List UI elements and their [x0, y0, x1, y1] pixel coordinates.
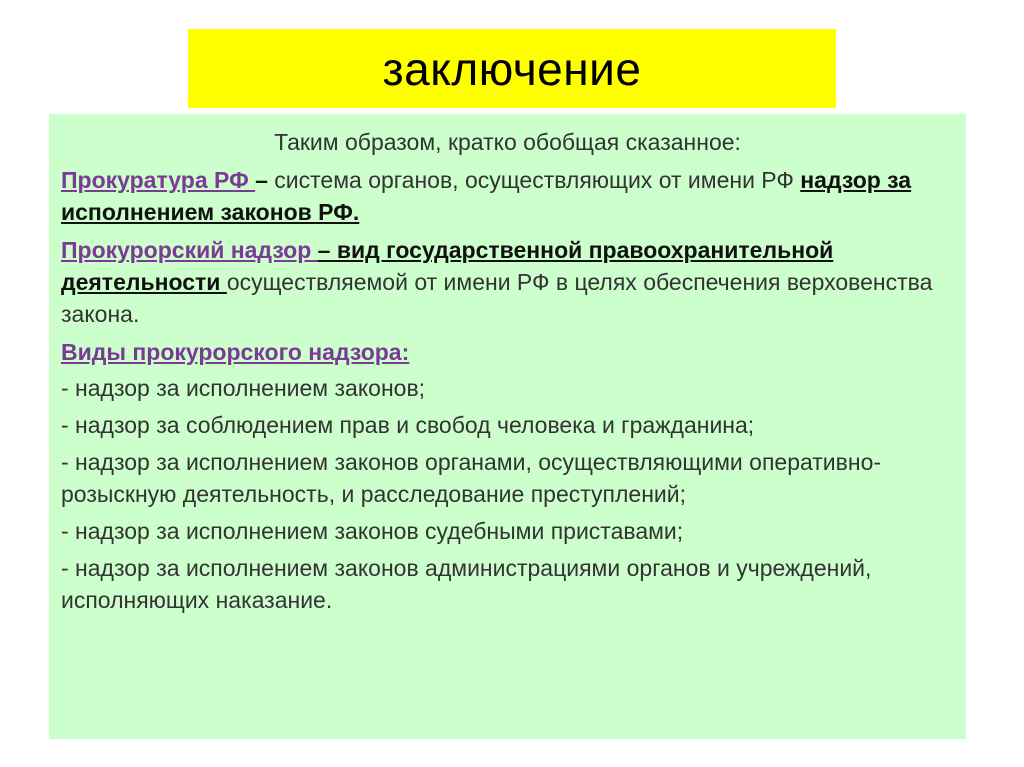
slide-content-panel	[49, 114, 966, 739]
intro-text: Таким образом, кратко обобщая сказанное:	[274, 129, 741, 155]
list-item: - надзор за исполнением законов;	[61, 375, 426, 401]
definition-prosecutor-supervision	[61, 234, 954, 330]
slide-title-banner	[188, 29, 836, 108]
types-heading-colon: :	[401, 339, 410, 365]
definition-dash: –	[317, 237, 331, 263]
definition-text: система органов, осуществляющих от имени РФ	[267, 167, 801, 193]
definition-prosecutor-office	[61, 164, 954, 228]
definition-term: Прокурорский надзор	[61, 237, 318, 263]
slide-title: заключение	[382, 42, 642, 95]
types-heading	[61, 336, 954, 368]
definition-emphasis: надзор за исполнением законов РФ.	[61, 167, 912, 225]
definition-dash: –	[255, 167, 268, 193]
list-item: - надзор за исполнением законов органами, осуществляющими оперативно-розыскную деятельность, и расследование преступлений;	[61, 449, 882, 507]
list-item: - надзор за соблюдением прав и свобод человека и гражданина;	[61, 412, 755, 438]
types-heading-text: Виды прокурорского надзора	[61, 339, 402, 365]
list-item: - надзор за исполнением законов судебными приставами;	[61, 518, 684, 544]
definition-text: осуществляемой от имени РФ в целях обеспечения верховенства закона.	[61, 269, 933, 327]
list-item: - надзор за исполнением законов администрациями органов и учреждений, исполняющих наказание.	[61, 555, 872, 613]
definition-term: Прокуратура РФ	[61, 167, 256, 193]
definition-emphasis: вид государственной правоохранительной деятельности	[61, 237, 834, 295]
